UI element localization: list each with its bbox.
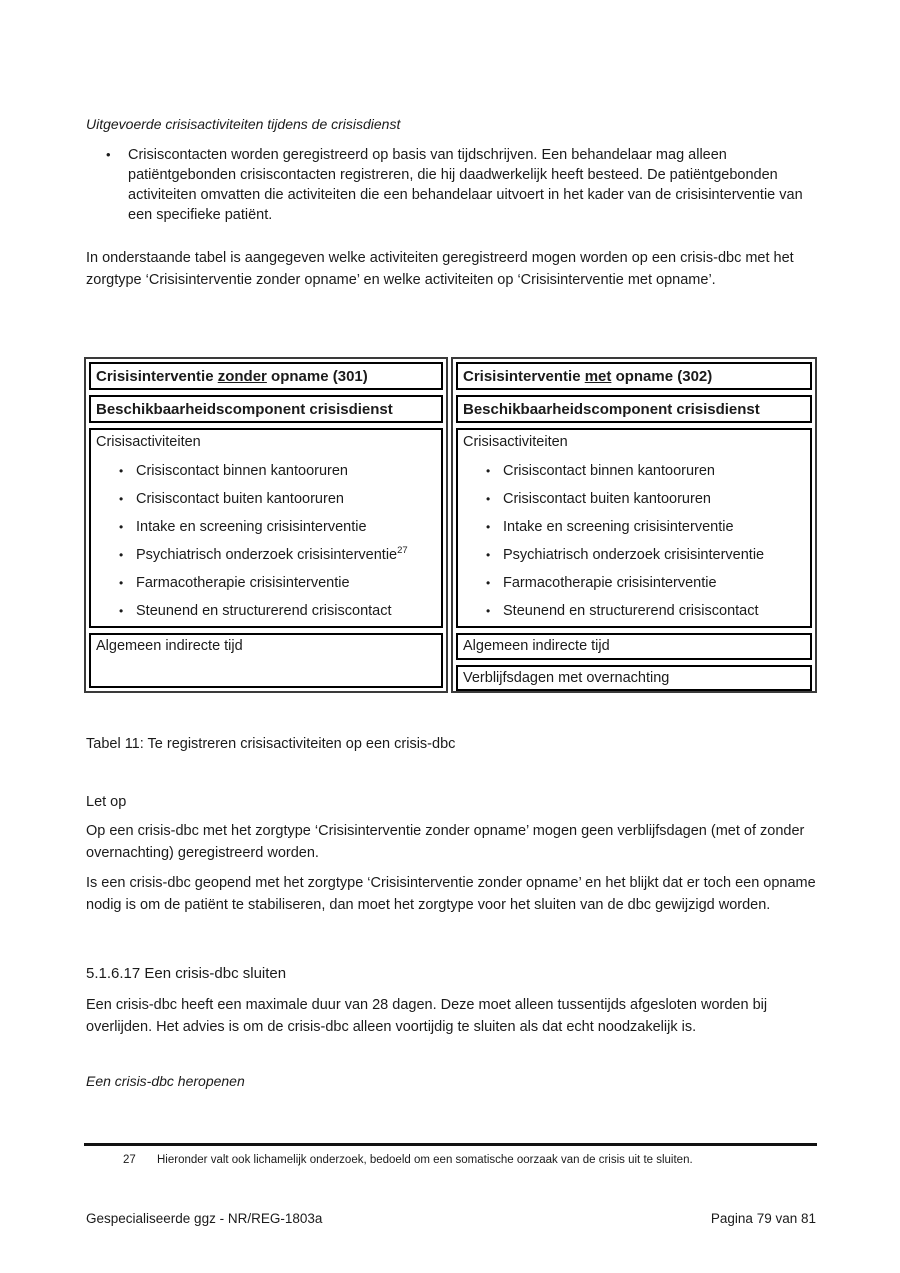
footnote — [84, 1153, 817, 1167]
let-op-label: Let op — [86, 794, 127, 810]
footnote-reference: 27 — [397, 545, 408, 557]
footnote-divider — [84, 1143, 817, 1146]
col-zonder-header-suffix: opname (301) — [266, 367, 368, 385]
section-heading: 5.1.6.17 Een crisis-dbc sluiten — [86, 965, 287, 982]
activity-item — [96, 545, 436, 565]
footer-document-id: Gespecialiseerde ggz - NR/REG-1803a — [86, 1211, 323, 1226]
activity-item: • Farmacotherapie crisisinterventie — [96, 573, 436, 593]
footer-page-number: Pagina 79 van 81 — [710, 1211, 816, 1226]
col-zonder-subheader: Beschikbaarheidscomponent crisisdienst — [89, 395, 443, 423]
activity-item: • Steunend en structurerend crisiscontact — [96, 601, 436, 621]
col-zonder-activities — [89, 428, 443, 628]
col-met-subheader: Beschikbaarheidscomponent crisisdienst — [456, 395, 812, 423]
section-subheading-italic: Een crisis-dbc heropenen — [86, 1073, 245, 1089]
activity-item: • Intake en screening crisisinterventie — [463, 517, 805, 537]
col-zonder-header-underlined: zonder — [217, 367, 267, 385]
col-zonder-indirecte-tijd: Algemeen indirecte tijd — [89, 633, 443, 688]
activity-item: • Crisiscontact buiten kantooruren — [96, 489, 436, 509]
intro-paragraph: In onderstaande tabel is aangegeven welke activiteiten geregistreerd mogen worden op een crisis-dbc met het zorgtype ‘Crisisinterventie zonder opname’ en welke activiteiten op ‘Crisisinterventie met opname’. — [86, 250, 794, 288]
activity-item: • Crisiscontact binnen kantooruren — [96, 461, 436, 481]
col-met-verblijfsdagen: Verblijfsdagen met overnachting — [456, 665, 812, 691]
section-paragraph: Een crisis-dbc heeft een maximale duur van 28 dagen. Deze moet alleen tussentijds afgesloten worden bij overlijden. Het advies is om de crisis-dbc alleen voortijdig te sluiten als dat echt noodzakelijk is. — [86, 997, 768, 1035]
table-column-zonder-opname — [84, 357, 448, 693]
col-met-indirecte-tijd: Algemeen indirecte tijd — [456, 633, 812, 660]
activity-item: • Farmacotherapie crisisinterventie — [463, 573, 805, 593]
note-paragraph-verblijfsdagen: Op een crisis-dbc met het zorgtype ‘Crisisinterventie zonder opname’ mogen geen verblijfsdagen (met of zonder overnachting) geregistreerd worden. — [86, 823, 805, 861]
intro-heading: Uitgevoerde crisisactiviteiten tijdens de crisisdienst — [86, 116, 401, 132]
col-zonder-header — [89, 362, 443, 390]
activity-item: • Crisiscontact binnen kantooruren — [463, 461, 805, 481]
col-met-header-suffix: opname (302) — [611, 367, 713, 385]
intro-bullet-text: Crisiscontacten worden geregistreerd op basis van tijdschrijven. Een behandelaar mag alleen patiëntgebonden crisiscontacten registreren, die hij daadwerkelijk heeft besteed. De patiëntgebonden activiteiten omvatten die activiteiten die een behandelaar uitvoert in het kader van de crisisinterventie van een specifieke patiënt. — [128, 147, 803, 223]
activity-text: Psychiatrisch onderzoek crisisinterventie — [136, 547, 398, 563]
col-zonder-header-prefix: Crisisinterventie — [96, 367, 218, 385]
page-footer — [86, 1211, 816, 1226]
col-met-header-underlined: met — [584, 367, 612, 385]
note-paragraph-zorgtype-wijzigen: Is een crisis-dbc geopend met het zorgtype ‘Crisisinterventie zonder opname’ en het blijkt dat er toch een opname nodig is om de patiënt te stabiliseren, dan moet het zorgtype voor het sluiten van de dbc gewijzigd worden. — [86, 875, 816, 913]
footnote-text: Hieronder valt ook lichamelijk onderzoek, bedoeld om een somatische oorzaak van de crisis uit te sluiten. — [157, 1154, 693, 1166]
activity-item: • Steunend en structurerend crisiscontact — [463, 601, 805, 621]
activity-item: • Psychiatrisch onderzoek crisisinterventie — [463, 545, 805, 565]
col-met-activities — [456, 428, 812, 628]
activity-item: • Intake en screening crisisinterventie — [96, 517, 436, 537]
intro-bullet-item — [104, 145, 818, 225]
activities-title: Crisisactiviteiten — [463, 434, 568, 450]
col-met-header — [456, 362, 812, 390]
table-column-met-opname — [451, 357, 817, 693]
footnote-number: 27 — [123, 1154, 136, 1166]
activity-item: • Crisiscontact buiten kantooruren — [463, 489, 805, 509]
table-caption: Tabel 11: Te registreren crisisactiviteiten op een crisis-dbc — [86, 736, 456, 752]
col-met-header-prefix: Crisisinterventie — [463, 367, 585, 385]
activities-title: Crisisactiviteiten — [96, 434, 201, 450]
